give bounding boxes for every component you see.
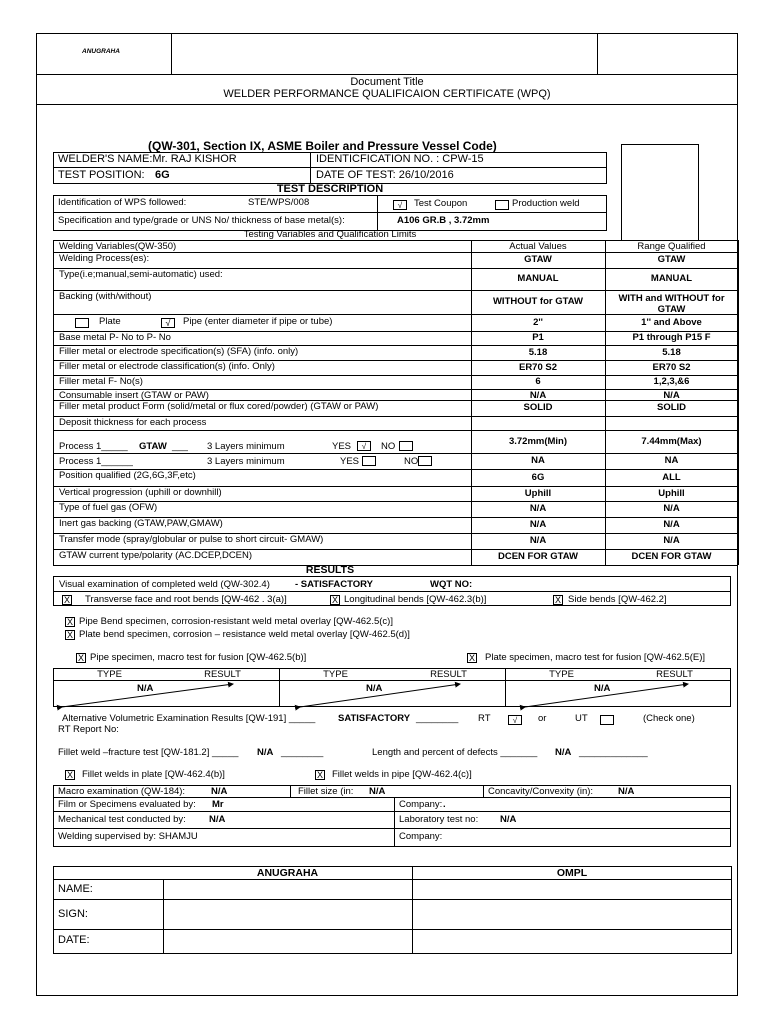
- variable-actual: N/A: [529, 519, 547, 530]
- transverse-label: Transverse face and root bends [QW-462 . 3(a)]: [85, 594, 287, 605]
- test-description-heading: TEST DESCRIPTION: [276, 183, 384, 195]
- variable-label: Base metal P- No to P- No: [59, 332, 171, 343]
- wps-value: STE/WPS/008: [248, 197, 310, 208]
- rt-label: RT: [478, 713, 491, 724]
- variable-label: Deposit thickness for each process: [59, 417, 207, 428]
- variable-range: SOLID: [656, 402, 687, 413]
- visual-exam-label: Visual examination of completed weld (QW-302.4): [59, 579, 270, 590]
- process-1a-no: NO: [381, 441, 396, 452]
- signoff-date-label: DATE:: [58, 934, 90, 946]
- variable-actual: DCEN FOR GTAW: [497, 551, 579, 562]
- fillet-fracture-label: Fillet weld –fracture test [QW-181.2] _____: [58, 747, 239, 758]
- longitudinal-label: Longitudinal bends [QW-462.3(b)]: [344, 594, 487, 605]
- company-value: .: [443, 799, 446, 810]
- result-header: RESULT: [204, 669, 241, 680]
- mechanical-test-label: Mechanical test conducted by:: [58, 814, 186, 825]
- macro-exam-value: N/A: [211, 786, 228, 797]
- strike-arrow-2: [300, 684, 460, 707]
- doc-title-label: Document Title: [350, 76, 424, 88]
- variable-actual: 3.72mm(Min): [508, 435, 568, 447]
- process-1b-no: NO: [404, 456, 419, 467]
- variables-section-title: Testing Variables and Qualification Limits: [243, 229, 417, 240]
- fillet-fracture-value: N/A: [257, 747, 274, 758]
- variable-range: ALL: [662, 471, 681, 483]
- process-1a-value: GTAW: [139, 441, 167, 452]
- concavity-label: Concavity/Convexity (in):: [488, 786, 594, 797]
- longitudinal-checkbox[interactable]: X: [331, 595, 338, 605]
- defects-label: Length and percent of defects _______: [372, 747, 538, 758]
- defects-tail: _____________: [579, 747, 648, 758]
- film-evaluated-value: Mr: [212, 799, 224, 810]
- wps-label: Identification of WPS followed:: [58, 197, 187, 208]
- variable-range: NA: [664, 455, 679, 466]
- volumetric-label: Alternative Volumetric Examination Results [QW-191] _____: [62, 713, 316, 724]
- result-header: RESULT: [430, 669, 467, 680]
- signoff-sign-label: SIGN:: [58, 908, 88, 920]
- variable-range: 5.18: [662, 346, 681, 358]
- variable-actual: NA: [531, 455, 545, 466]
- variable-label: Filler metal F- No(s): [59, 376, 143, 387]
- strike-arrow-1: [62, 684, 233, 707]
- spec-value: A106 GR.B , 3.72mm: [397, 215, 490, 226]
- pipe-bend-checkbox[interactable]: X: [66, 617, 73, 627]
- variable-range: N/A: [663, 519, 680, 530]
- type-result-na: N/A: [137, 683, 154, 694]
- result-header: RESULT: [656, 669, 693, 680]
- variable-actual: 5.18: [528, 346, 548, 358]
- welder-name: WELDER'S NAME:Mr. RAJ KISHOR: [58, 153, 237, 165]
- volumetric-value: SATISFACTORY: [338, 713, 411, 724]
- variable-range: N/A: [663, 503, 680, 514]
- process-1b-layers: 3 Layers minimum: [207, 456, 285, 467]
- type-header: TYPE: [549, 669, 574, 680]
- pipe-macro-label: Pipe specimen, macro test for fusion [QW-462.5(b)]: [90, 652, 307, 663]
- process-1b-label: Process 1______: [59, 456, 133, 467]
- test-coupon-label: Test Coupon: [414, 198, 468, 209]
- production-weld-label: Production weld: [512, 198, 580, 209]
- variable-range: 7.44mm(Max): [641, 435, 702, 447]
- variable-range: Uphill: [658, 487, 685, 499]
- lab-test-label: Laboratory test no:: [399, 814, 479, 825]
- plate-label: Plate: [99, 316, 121, 327]
- signoff-col-anugraha: ANUGRAHA: [256, 867, 319, 879]
- variable-label: Backing (with/without): [59, 291, 152, 302]
- plate-bend-label: Plate bend specimen, corrosion – resistance weld metal overlay [QW-462.5(d)]: [79, 629, 410, 640]
- lab-test-value: N/A: [500, 814, 517, 825]
- transverse-checkbox[interactable]: X: [63, 595, 70, 605]
- variable-range: DCEN FOR GTAW: [631, 551, 712, 562]
- pipe-macro-checkbox[interactable]: X: [77, 653, 84, 663]
- variable-label: Type(i.e;manual,semi-automatic) used:: [59, 269, 223, 280]
- fillet-plate-label: Fillet welds in plate [QW-462.4(b)]: [82, 769, 225, 780]
- fillet-plate-checkbox[interactable]: X: [66, 770, 73, 780]
- variable-actual: N/A: [529, 535, 547, 546]
- process-1a-label: Process 1_____: [59, 441, 128, 452]
- signoff-col-ompl: OMPL: [556, 867, 588, 879]
- variable-label: Filler metal or electrode specification(s) (SFA) (info. only): [59, 346, 299, 357]
- macro-exam-label: Macro examination (QW-184):: [58, 786, 186, 797]
- fillet-pipe-label: Fillet welds in pipe [QW-462.4(c)]: [332, 769, 472, 780]
- company-2-label: Company:: [399, 831, 443, 842]
- visual-exam-value: - SATISFACTORY: [295, 579, 373, 590]
- process-1b-yes: YES: [340, 456, 360, 467]
- process-1a-tail: ___: [172, 441, 188, 452]
- type-header: TYPE: [97, 669, 122, 680]
- wqt-no-label: WQT NO:: [430, 579, 473, 590]
- col-variable-header: Welding Variables(QW-350): [59, 241, 177, 252]
- variable-actual: SOLID: [523, 402, 553, 413]
- test-coupon-checkbox[interactable]: √: [393, 200, 407, 210]
- variable-label: Inert gas backing (GTAW,PAW,GMAW): [59, 518, 223, 529]
- variable-label: GTAW current type/polarity (AC.DCEP,DCEN): [59, 550, 253, 561]
- check-one-label: (Check one): [643, 713, 695, 724]
- variable-label: Consumable insert (GTAW or PAW): [59, 390, 209, 401]
- variable-actual: MANUAL: [517, 273, 559, 284]
- plate-macro-checkbox[interactable]: X: [468, 653, 475, 663]
- type-result-na: N/A: [366, 683, 383, 694]
- doc-title: WELDER PERFORMANCE QUALIFICAION CERTIFICATE (WPQ): [223, 88, 551, 100]
- variable-actual: GTAW: [524, 254, 552, 265]
- rt-report-label: RT Report No:: [58, 724, 119, 735]
- or-label: or: [538, 713, 547, 724]
- side-bends-checkbox[interactable]: X: [554, 595, 561, 605]
- variable-actual: ER70 S2: [518, 361, 558, 373]
- variable-actual: WITHOUT for GTAW: [492, 296, 584, 307]
- signoff-name-label: NAME:: [58, 883, 93, 895]
- supervised-label: Welding supervised by: SHAMJU: [58, 831, 198, 842]
- variable-label: Transfer mode (spray/globular or pulse to short circuit- GMAW): [59, 534, 324, 545]
- pipe-label: Pipe (enter diameter if pipe or tube): [183, 316, 333, 327]
- date-of-test: DATE OF TEST: 26/10/2016: [316, 169, 454, 181]
- fillet-pipe-checkbox[interactable]: X: [316, 770, 323, 780]
- variable-actual: 6: [535, 376, 541, 387]
- ut-checkbox[interactable]: [600, 715, 614, 725]
- defects-value: N/A: [555, 747, 572, 758]
- mechanical-test-value: N/A: [209, 814, 226, 825]
- variable-actual: 2'': [533, 316, 543, 328]
- code-reference: (QW-301, Section IX, ASME Boiler and Pressure Vessel Code): [148, 139, 497, 153]
- variable-range: N/A: [663, 535, 680, 546]
- test-position-value: 6G: [155, 169, 170, 181]
- process-1a-layers: 3 Layers minimum: [207, 441, 285, 452]
- type-header: TYPE: [323, 669, 348, 680]
- company-label: Company:: [399, 799, 443, 810]
- process-1a-yes-checkbox[interactable]: √: [357, 441, 371, 451]
- variable-label: Type of fuel gas (OFW): [59, 502, 158, 513]
- pipe-bend-label: Pipe Bend specimen, corrosion-resistant weld metal overlay [QW-462.5(c)]: [79, 616, 393, 627]
- variable-actual: Uphill: [524, 487, 552, 499]
- col-actual-header: Actual Values: [509, 241, 567, 252]
- results-heading: RESULTS: [305, 564, 355, 576]
- spec-label: Specification and type/grade or UNS No/ thickness of base metal(s):: [58, 215, 345, 226]
- plate-bend-checkbox[interactable]: X: [66, 630, 73, 640]
- volumetric-tail: ________: [416, 713, 459, 724]
- variable-label: Filler metal product Form (solid/metal or flux cored/powder) (GTAW or PAW): [59, 401, 379, 412]
- variable-actual: N/A: [529, 503, 547, 514]
- rt-checkbox[interactable]: √: [508, 715, 522, 725]
- variable-range: 1,2,3,&6: [653, 376, 690, 387]
- plate-macro-label: Plate specimen, macro test for fusion [QW-462.5(E)]: [485, 652, 705, 663]
- fillet-fracture-tail: ________: [281, 747, 324, 758]
- fillet-size-value: N/A: [369, 786, 386, 797]
- fillet-size-label: Fillet size (in:: [298, 786, 354, 797]
- type-result-na: N/A: [594, 683, 611, 694]
- side-bends-label: Side bends [QW-462.2]: [568, 594, 667, 605]
- variable-actual: P1: [532, 332, 544, 343]
- concavity-value: N/A: [618, 786, 635, 797]
- variable-actual: 6G: [531, 471, 545, 483]
- test-position-label: TEST POSITION:: [58, 169, 145, 181]
- strike-arrow-3: [525, 684, 688, 707]
- ut-label: UT: [575, 713, 588, 724]
- variable-range: MANUAL: [650, 273, 693, 284]
- col-range-header: Range Qualified: [637, 241, 706, 252]
- variable-actual: N/A: [529, 390, 547, 401]
- variable-range: P1 through P15 F: [632, 332, 711, 343]
- variable-range: N/A: [663, 390, 680, 401]
- variable-label: Filler metal or electrode classification(s) (info. Only): [59, 361, 275, 372]
- film-evaluated-label: Film or Specimens evaluated by:: [58, 799, 196, 810]
- pipe-checkbox[interactable]: √: [161, 318, 175, 328]
- variable-range: GTAW: [657, 254, 686, 265]
- process-1a-yes: YES: [332, 441, 352, 452]
- company-logo-text: ANUGRAHA: [82, 48, 120, 55]
- variable-label: Position qualified (2G,6G,3F,etc): [59, 470, 196, 481]
- identification-no: IDENTICFICATION NO. : CPW-15: [316, 153, 484, 165]
- variable-range: ER70 S2: [652, 361, 691, 373]
- variable-range: WITH and WITHOUT for GTAW: [618, 293, 725, 315]
- variable-range: 1'' and Above: [641, 316, 702, 328]
- variable-label: Welding Process(es):: [59, 253, 150, 264]
- variable-label: Vertical progression (uphill or downhill): [59, 487, 222, 498]
